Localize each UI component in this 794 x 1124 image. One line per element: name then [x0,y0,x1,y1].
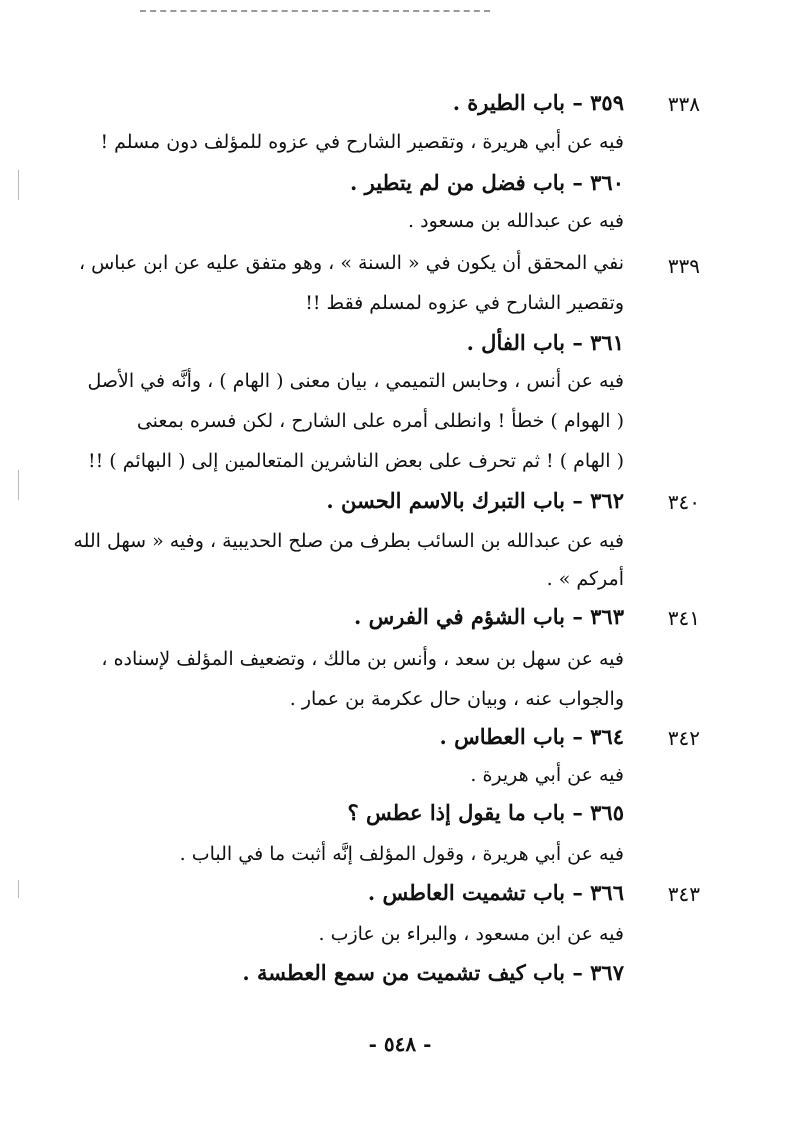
page-number: - ٥٤٨ - [368,1032,432,1056]
margin-number: ٣٤٢ [667,726,700,750]
margin-number: ٣٤١ [667,606,700,630]
text-line: فيه عن سهل بن سعد ، وأنس بن مالك ، وتضعيف المؤلف لإسناده ، [101,648,624,670]
section-heading: ٣٦٦ – باب تشميت العاطس . [367,880,624,905]
scan-artifact [18,470,19,500]
text-line: ( الهوام ) خطأ ! وانطلى أمره على الشارح ، لكن فسره بمعنى [136,410,624,432]
text-line: أمركم » . [546,568,624,590]
text-line: فيه عن أبي هريرة ، وقول المؤلف إنَّه أثبت ما في الباب . [179,843,624,865]
section-heading: ٣٦٧ – باب كيف تشميت من سمع العطسة . [242,960,624,985]
text-line: فيه عن أبي هريرة . [470,764,624,786]
margin-number: ٣٤٠ [667,490,700,514]
scan-artifact [18,170,19,200]
text-line: فيه عن أنس ، وحابس التميمي ، بيان معنى ( الهام ) ، وأنَّه في الأصل [87,370,624,392]
text-line: نفي المحقق أن يكون في « السنة » ، وهو متفق عليه عن ابن عباس ، [78,252,624,274]
margin-number: ٣٤٣ [667,882,700,906]
text-line: والجواب عنه ، وبيان حال عكرمة بن عمار . [289,688,624,710]
section-heading: ٣٦٤ – باب العطاس . [439,724,624,749]
text-line: ( الهام ) ! ثم تحرف على بعض الناشرين المتعالمين إلى ( البهائم ) !! [88,450,624,472]
text-line: فيه عن ابن مسعود ، والبراء بن عازب . [318,923,624,945]
section-heading: ٣٦١ – باب الفأل . [466,330,624,355]
margin-number: ٣٣٨ [667,92,700,116]
text-line: وتقصير الشارح في عزوه لمسلم فقط !! [305,292,624,314]
top-dashed-rule [140,10,490,12]
section-heading: ٣٦٥ – باب ما يقول إذا عطس ؟ [347,800,624,825]
section-heading: ٣٥٩ – باب الطيرة . [452,90,624,115]
section-heading: ٣٦٣ – باب الشؤم في الفرس . [354,604,624,629]
text-line: فيه عن عبدالله بن مسعود . [408,210,624,232]
section-heading: ٣٦٠ – باب فضل من لم يتطير . [350,170,624,195]
margin-number: ٣٣٩ [667,254,700,278]
scan-artifact [18,880,19,898]
section-heading: ٣٦٢ – باب التبرك بالاسم الحسن . [326,488,624,513]
text-line: فيه عن أبي هريرة ، وتقصير الشارح في عزوه للمؤلف دون مسلم ! [100,131,624,153]
text-line: فيه عن عبدالله بن السائب بطرف من صلح الحديبية ، وفيه « سهل الله [73,530,624,552]
